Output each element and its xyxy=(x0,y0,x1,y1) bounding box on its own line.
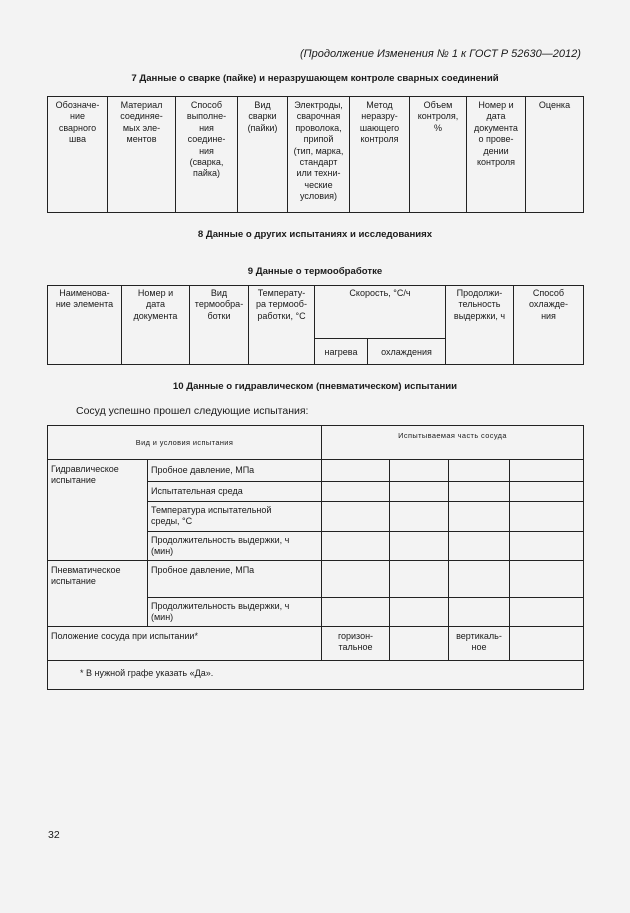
section-10-title: 10 Данные о гидравлическом (пневматическом) испытании xyxy=(172,381,458,392)
pneumatic-test-label: Пневматическое испытание xyxy=(48,561,148,627)
cell-empty xyxy=(322,598,390,627)
col-cooling-method: Способ охлажде- ния xyxy=(514,286,584,365)
cell-empty xyxy=(510,598,584,627)
section-7-title: 7 Данные о сварке (пайке) и неразрушающем контроле сварных соединений xyxy=(131,73,499,84)
cell-empty xyxy=(510,502,584,532)
col-ndt-method: Метод неразру- шающего контроля xyxy=(350,97,410,213)
page-number: 32 xyxy=(48,829,60,841)
section-9-title: 9 Данные о термообработке xyxy=(247,266,383,277)
cell-empty xyxy=(510,482,584,502)
cell-empty xyxy=(449,598,510,627)
cell-empty xyxy=(390,598,449,627)
cell-empty xyxy=(510,561,584,598)
col-control-document: Номер и дата документа о прове- дении контроля xyxy=(467,97,526,213)
col-treatment-temp: Температу- ра термооб- работки, °С xyxy=(249,286,315,365)
intro-text: Сосуд успешно прошел следующие испытания: xyxy=(76,405,309,417)
col-material: Материал соединяе- мых эле- ментов xyxy=(108,97,176,213)
hydraulic-test-label: Гидравлическое испытание xyxy=(48,460,148,561)
cell-empty xyxy=(390,460,449,482)
col-treatment-type: Вид термообра- ботки xyxy=(190,286,249,365)
cell-empty xyxy=(390,627,449,661)
col-weld-designation: Обозначе- ние сварного шва xyxy=(48,97,108,213)
col-heating: нагрева xyxy=(315,339,368,365)
cell-empty xyxy=(510,627,584,661)
pneumatic-holding-label: Продолжительность выдержки, ч (мин) xyxy=(148,598,322,627)
vessel-position-label: Положение сосуда при испытании* xyxy=(48,627,322,661)
col-welding-type: Вид сварки (пайки) xyxy=(238,97,288,213)
page-header: (Продолжение Изменения № 1 к ГОСТ Р 52630—2012) xyxy=(300,48,581,60)
col-cooling: охлаждения xyxy=(368,339,446,365)
cell-empty xyxy=(390,502,449,532)
col-control-volume: Объем контроля, % xyxy=(410,97,467,213)
cell-empty xyxy=(322,460,390,482)
col-speed: Скорость, °С/ч xyxy=(315,286,446,339)
col-assessment: Оценка xyxy=(526,97,584,213)
welding-table xyxy=(47,96,584,213)
cell-empty xyxy=(449,502,510,532)
pneumatic-pressure-label: Пробное давление, МПа xyxy=(148,561,322,598)
col-element-name: Наименова- ние элемента xyxy=(48,286,122,365)
position-horizontal: горизон- тальное xyxy=(322,627,390,661)
cell-empty xyxy=(449,460,510,482)
cell-empty xyxy=(510,532,584,561)
section-8-title: 8 Данные о других испытаниях и исследованиях xyxy=(197,229,433,240)
col-electrodes: Электроды, сварочная проволока, припой (тип, марка, стандарт или техни- ческие условия) xyxy=(288,97,350,213)
position-vertical: вертикаль- ное xyxy=(449,627,510,661)
footnote: * В нужной графе указать «Да». xyxy=(48,661,584,690)
hydraulic-pressure-label: Пробное давление, МПа xyxy=(148,460,322,482)
cell-empty xyxy=(390,482,449,502)
cell-empty xyxy=(449,532,510,561)
cell-empty xyxy=(322,561,390,598)
heat-treatment-table xyxy=(47,285,584,365)
cell-empty xyxy=(390,561,449,598)
col-holding-time: Продолжи- тельность выдержки, ч xyxy=(446,286,514,365)
cell-empty xyxy=(449,561,510,598)
pressure-test-table xyxy=(47,425,584,690)
col-joining-method: Способ выполне- ния соедине- ния (сварка, пайка) xyxy=(176,97,238,213)
cell-empty xyxy=(322,502,390,532)
head-test-conditions: Вид и условия испытания xyxy=(48,426,322,460)
cell-empty xyxy=(449,482,510,502)
head-tested-part: Испытываемая часть сосуда xyxy=(322,426,584,460)
hydraulic-temp-label: Температура испытательной среды, °С xyxy=(148,502,322,532)
cell-empty xyxy=(322,482,390,502)
cell-empty xyxy=(390,532,449,561)
hydraulic-holding-label: Продолжительность выдержки, ч (мин) xyxy=(148,532,322,561)
col-doc-number: Номер и дата документа xyxy=(122,286,190,365)
hydraulic-medium-label: Испытательная среда xyxy=(148,482,322,502)
cell-empty xyxy=(322,532,390,561)
cell-empty xyxy=(510,460,584,482)
